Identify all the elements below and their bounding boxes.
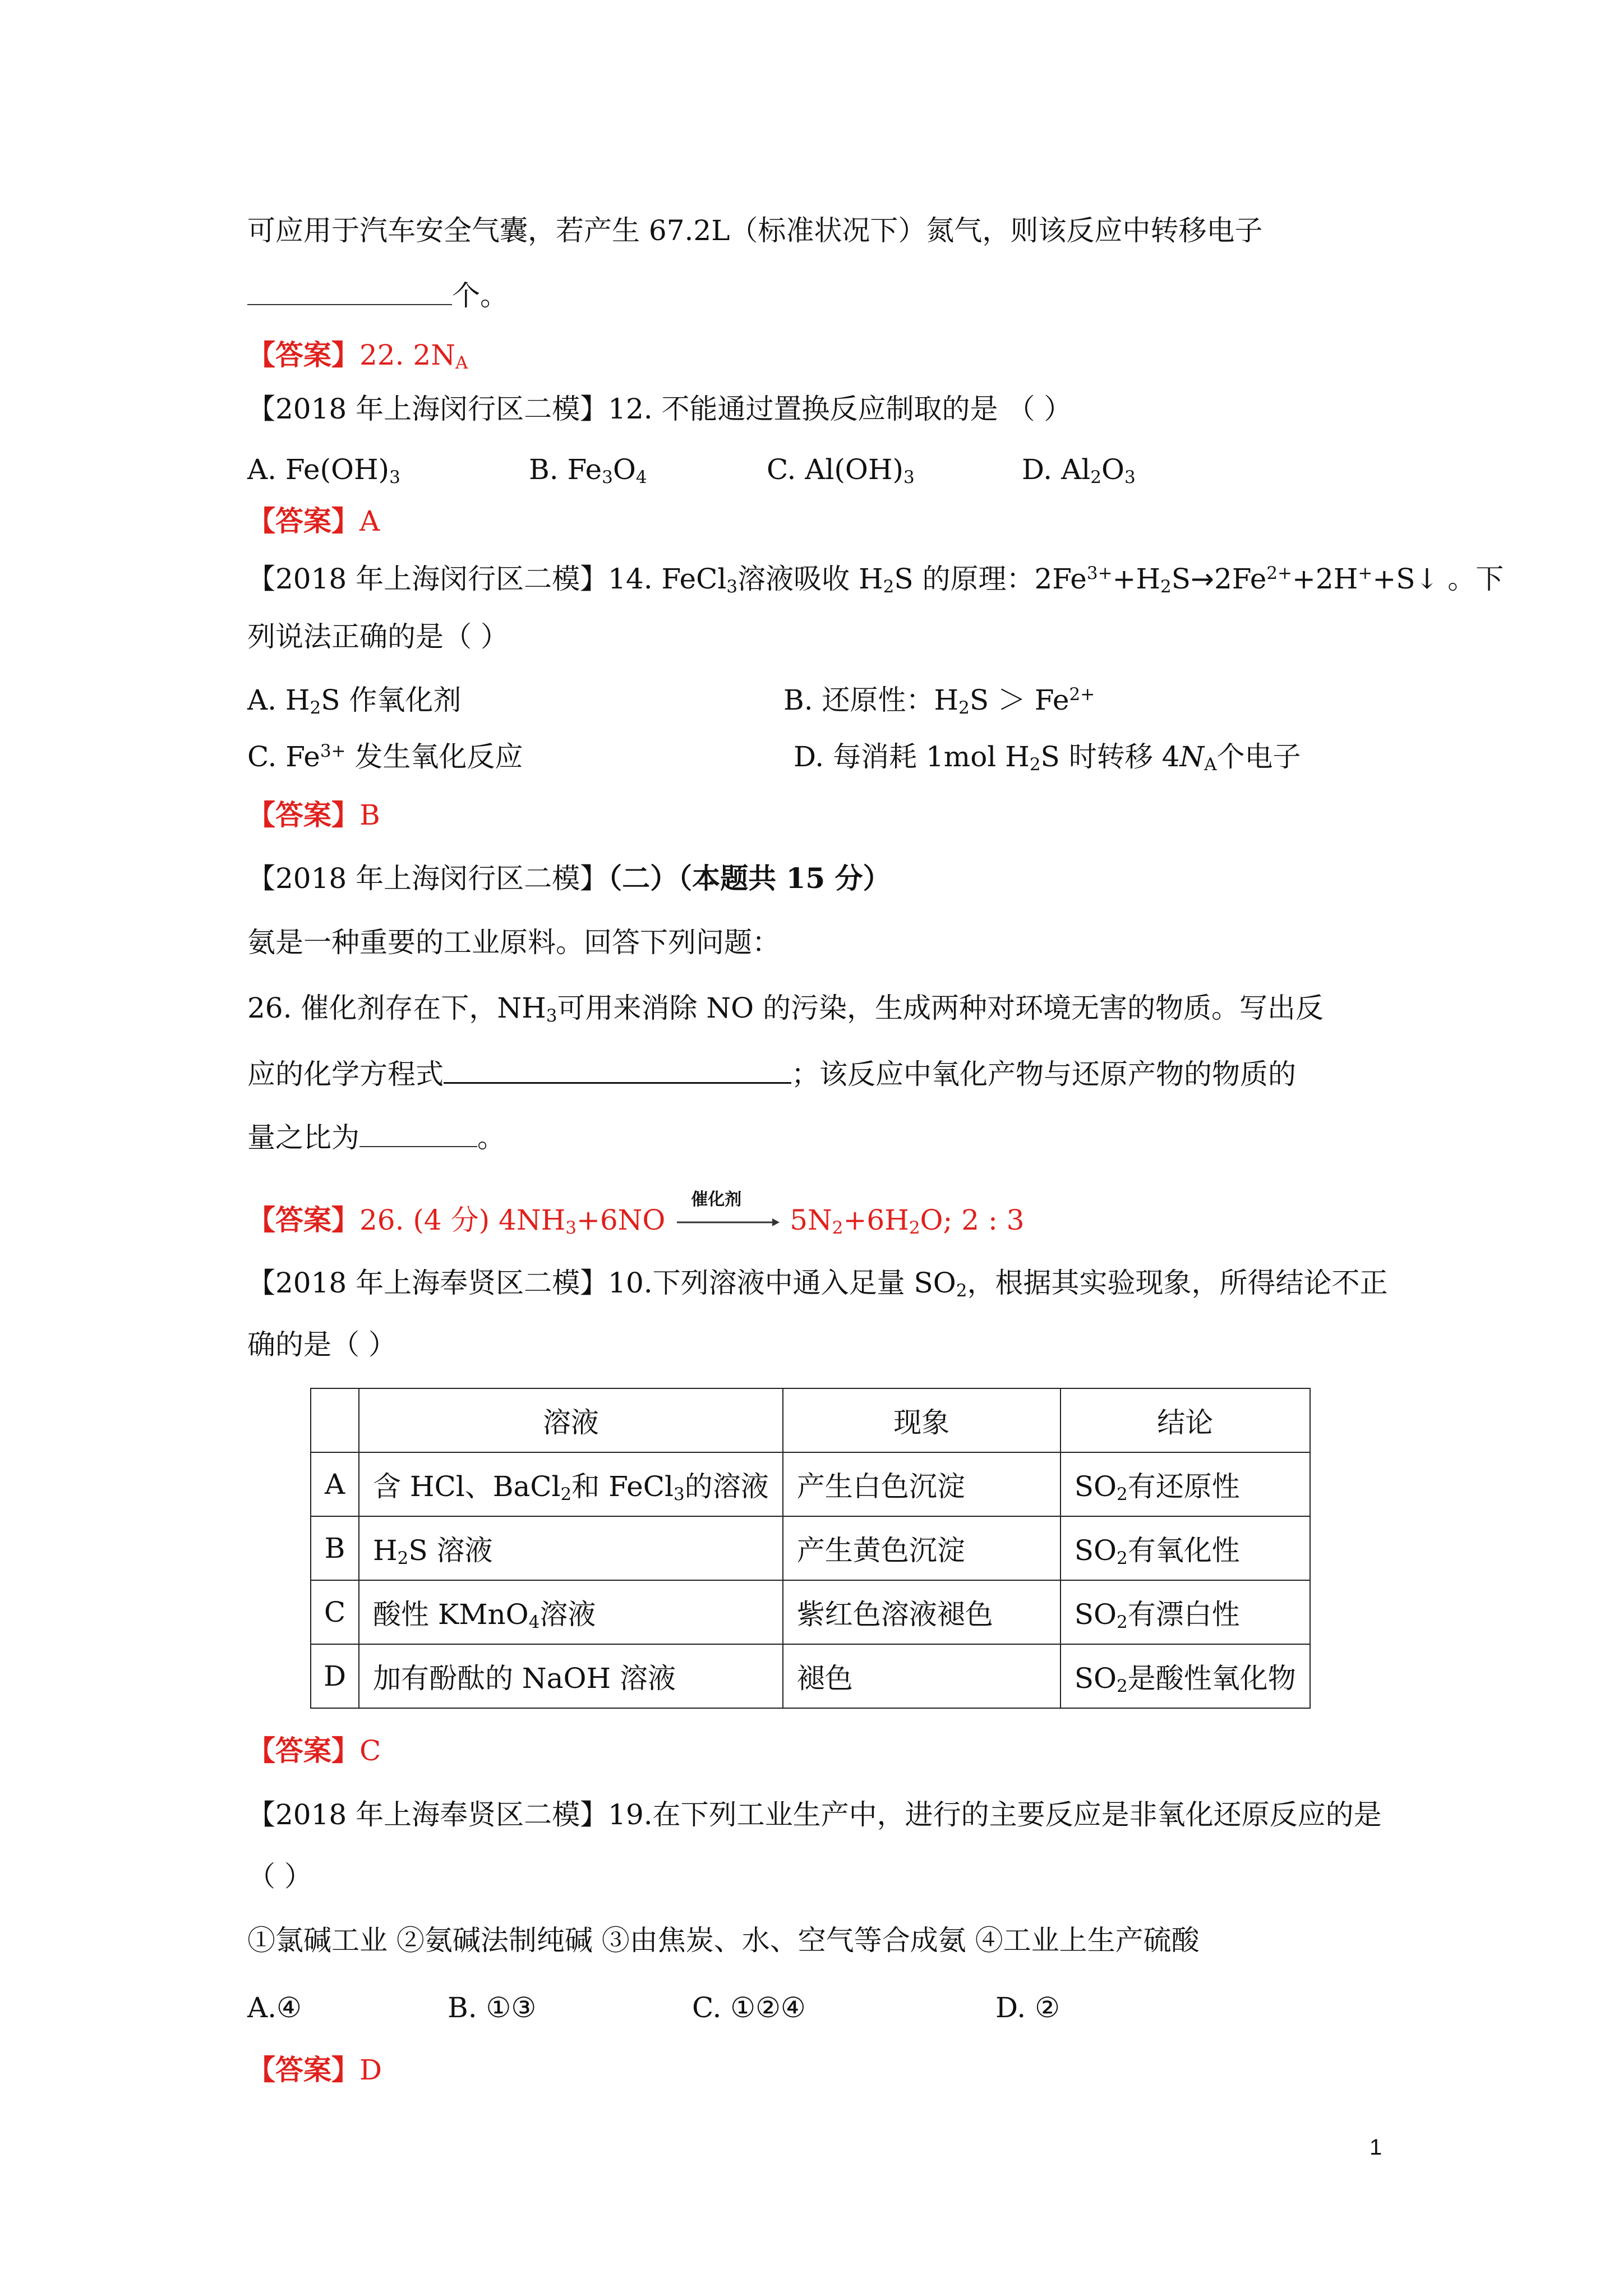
table-cell: C: [311, 1580, 359, 1644]
answer-blank: [444, 1057, 791, 1084]
answer-blank: [359, 1121, 477, 1147]
table-cell: B: [311, 1516, 359, 1580]
table-row: [311, 1644, 1310, 1708]
option-c: C. ①②④: [692, 1991, 806, 2024]
page-number: 1: [1370, 2135, 1382, 2160]
question-26: 26. 催化剂存在下，$NH_3$可用来消除 NO 的污染，生成两种对环境无害的物质。写出反: [247, 992, 1324, 1026]
table-cell: $SO_2$有还原性: [1061, 1452, 1310, 1516]
table-cell: $SO_2$是酸性氧化物: [1061, 1644, 1310, 1708]
table-header: 溶液: [359, 1388, 783, 1452]
option-c: C. $Al(OH)_3$: [767, 453, 915, 487]
answer-10: 【答案】C: [247, 1734, 381, 1767]
text-line: 个。: [247, 279, 508, 310]
option-b: B. ①③: [448, 1991, 537, 2024]
table-cell: A: [311, 1452, 359, 1516]
table-header: 结论: [1061, 1388, 1310, 1452]
question-10: 【2018 年上海奉贤区二模】10.下列溶液中通入足量 $SO_2$，根据其实验现象，所得结论不正: [247, 1267, 1388, 1301]
text-line: ①氯碱工业 ②氨碱法制纯碱 ③由焦炭、水、空气等合成氨 ④工业上生产硫酸: [247, 1924, 1200, 1957]
table-row: [311, 1580, 1310, 1644]
table-row: [311, 1452, 1310, 1516]
table-cell: D: [311, 1644, 359, 1708]
table-cell: 产生白色沉淀: [783, 1452, 1061, 1516]
answer-19: 【答案】D: [247, 2053, 382, 2086]
experiment-table: [310, 1388, 1311, 1709]
table-cell: 酸性 KMnO$_4$溶液: [359, 1580, 783, 1644]
text-line: 量之比为 。: [247, 1121, 505, 1154]
text-line: （ ）: [247, 1860, 312, 1893]
text-line: 可应用于汽车安全气囊，若产生 67.2L（标准状况下）氮气，则该反应中转移电子: [247, 214, 1263, 247]
option-c: C. $Fe^{3+}$ 发生氧化反应: [247, 740, 523, 773]
text-line: 确的是（ ）: [247, 1328, 396, 1361]
text-line: 应的化学方程式 ；该反应中氧化产物与还原产物的物质的: [247, 1058, 1296, 1091]
text-line: 列说法正确的是（ ）: [247, 620, 509, 653]
section-heading: 【2018 年上海闵行区二模】（二）（本题共 15 分）: [247, 862, 891, 895]
table-cell: $SO_2$有漂白性: [1061, 1580, 1310, 1644]
table-header-row: [311, 1388, 1310, 1452]
table-cell: 产生黄色沉淀: [783, 1516, 1061, 1580]
answer-12: 【答案】A: [247, 504, 380, 537]
option-d: D. ②: [995, 1991, 1060, 2024]
table-header: [311, 1388, 359, 1452]
table-header: 现象: [783, 1388, 1061, 1452]
option-d: D. 每消耗 1mol $H_2S$ 时转移 $4N_A$个电子: [794, 740, 1301, 775]
option-b: B. 还原性：$H_2S > Fe^{2+}$: [783, 684, 1095, 718]
answer-14: 【答案】B: [247, 798, 380, 831]
option-a: A.④: [247, 1991, 302, 2024]
option-a: A. $Fe(OH)_3$: [247, 453, 400, 487]
table-row: [311, 1516, 1310, 1580]
table-cell: 紫红色溶液褪色: [783, 1580, 1061, 1644]
question-14: 【2018 年上海闵行区二模】14. FeCl$_3$溶液吸收 $H_2S$ 的原理：$2Fe^{3+}+H_2S\to 2Fe^{2+}+2H^++S↓$ 。下: [247, 563, 1504, 597]
question-19: 【2018 年上海奉贤区二模】19.在下列工业生产中，进行的主要反应是非氧化还原反应的是: [247, 1798, 1382, 1831]
answer-blank: [247, 279, 452, 305]
table-cell: 加有酚酞的 NaOH 溶液: [359, 1644, 783, 1708]
answer-26: 【答案】26. (4 分) $4NH_3+6NO$ 催化剂 $5N_2+6H_2O$; 2 : 3: [247, 1190, 1025, 1238]
table-cell: $H_2S$ 溶液: [359, 1516, 783, 1580]
reaction-arrow: 催化剂: [674, 1208, 781, 1236]
table-cell: $SO_2$有氧化性: [1061, 1516, 1310, 1580]
option-b: B. $Fe_3O_4$: [529, 453, 647, 487]
answer-22: 【答案】22. $2N_A$: [247, 338, 468, 373]
question-12: 【2018 年上海闵行区二模】12. 不能通过置换反应制取的是 （ ）: [247, 393, 1072, 425]
option-a: A. $H_2S$ 作氧化剂: [247, 684, 462, 718]
option-d: D. $Al_2O_3$: [1022, 453, 1136, 487]
text-line: 氨是一种重要的工业原料。回答下列问题：: [247, 926, 780, 959]
table-cell: 褪色: [783, 1644, 1061, 1708]
table-cell: 含 HCl、BaCl$_2$和 FeCl$_3$的溶液: [359, 1452, 783, 1516]
